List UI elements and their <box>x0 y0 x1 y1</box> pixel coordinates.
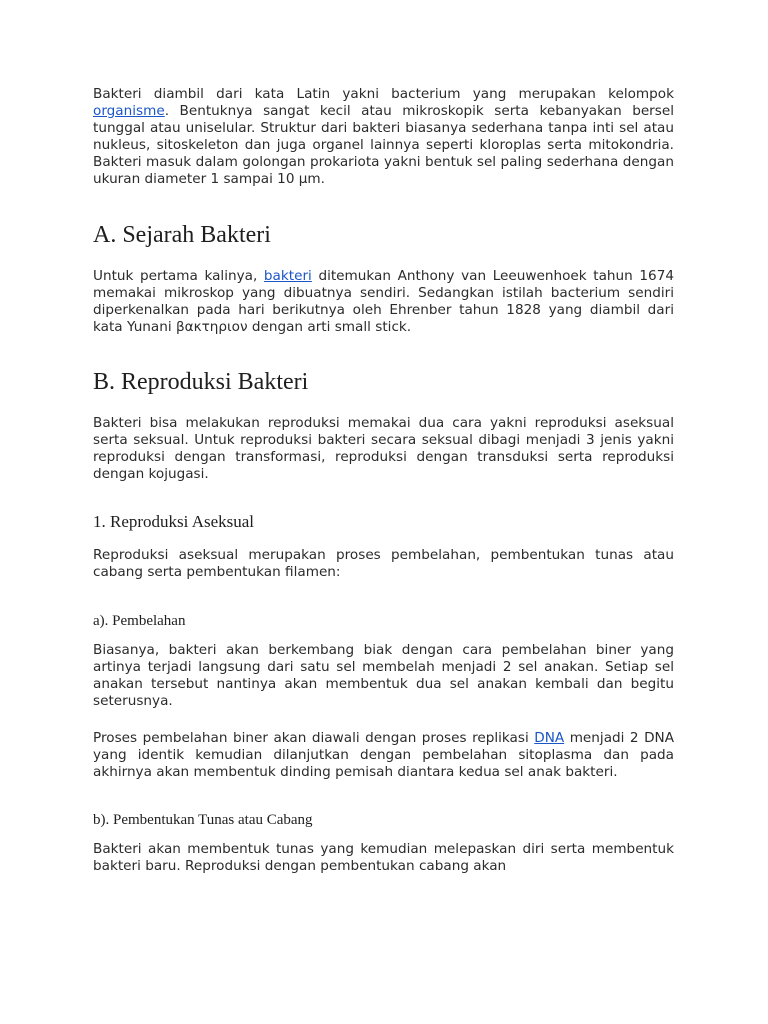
bakteri-link[interactable]: bakteri <box>263 268 312 284</box>
pembelahan-text-start: Proses pembelahan biner akan diawali dengan proses replikasi <box>93 730 535 746</box>
pembelahan-text-end: menjadi 2 DNA yang identik kemudian dilanjutkan dengan pembelahan sitoplasma dan pada akhirnya akan membentuk dinding pemisah diantara kedua sel anak bakteri. <box>93 730 675 780</box>
document-page <box>93 86 674 875</box>
aseksual-paragraph: Reproduksi aseksual merupakan proses pembelahan, pembentukan tunas atau cabang serta pembentukan filamen: <box>93 547 674 580</box>
heading-pembentukan-tunas: b). Pembentukan Tunas atau Cabang <box>93 812 313 828</box>
organisme-link[interactable]: organisme <box>93 103 165 119</box>
heading-pembelahan: a). Pembelahan <box>93 613 186 629</box>
intro-text-end: . Bentuknya sangat kecil atau mikroskopik serta kebanyakan bersel tunggal atau uniselular. Struktur dari bakteri biasanya sederhana tanpa inti sel atau nukleus, sitoskeleton dan juga organel lainnya seperti kloroplas serta mitokondria. Bakteri masuk dalam golongan prokariota yakni bentuk sel paling sederhana dengan ukuran diameter 1 sampai 10 µm. <box>93 103 674 187</box>
intro-text-start: Bakteri diambil dari kata Latin yakni bacterium yang merupakan kelompok <box>93 86 674 102</box>
dna-link[interactable]: DNA <box>534 730 565 746</box>
sejarah-text-end: ditemukan Anthony van Leeuwenhoek tahun 1674 memakai mikroskop yang dibuatnya sendiri. Sedangkan istilah bacterium sendiri diperkenalkan pada hari berikutnya oleh Ehrenber tahun 1828 yang diambil dari kata Yunani βακτηριον dengan arti small stick. <box>93 268 674 335</box>
sejarah-paragraph <box>93 268 674 336</box>
heading-reproduksi-bakteri: B. Reproduksi Bakteri <box>93 369 309 395</box>
intro-paragraph <box>93 86 674 188</box>
heading-sejarah-bakteri: A. Sejarah Bakteri <box>93 222 271 248</box>
sejarah-text-start: Untuk pertama kalinya, <box>93 268 264 284</box>
reproduksi-paragraph: Bakteri bisa melakukan reproduksi memakai dua cara yakni reproduksi aseksual serta seksual. Untuk reproduksi bakteri secara seksual dibagi menjadi 3 jenis yakni reproduksi dengan transformasi, reproduksi dengan transduksi serta reproduksi dengan kojugasi. <box>93 415 674 482</box>
pembelahan-paragraph-1: Biasanya, bakteri akan berkembang biak dengan cara pembelahan biner yang artinya terjadi langsung dari satu sel membelah menjadi 2 sel anakan. Setiap sel anakan tersebut nantinya akan membentuk dua sel anakan kembali dan begitu seterusnya. <box>93 642 674 709</box>
heading-reproduksi-aseksual: 1. Reproduksi Aseksual <box>93 512 255 531</box>
pembelahan-paragraph-2 <box>93 730 674 781</box>
tunas-paragraph: Bakteri akan membentuk tunas yang kemudian melepaskan diri serta membentuk bakteri baru. Reproduksi dengan pembentukan cabang akan <box>93 841 674 874</box>
